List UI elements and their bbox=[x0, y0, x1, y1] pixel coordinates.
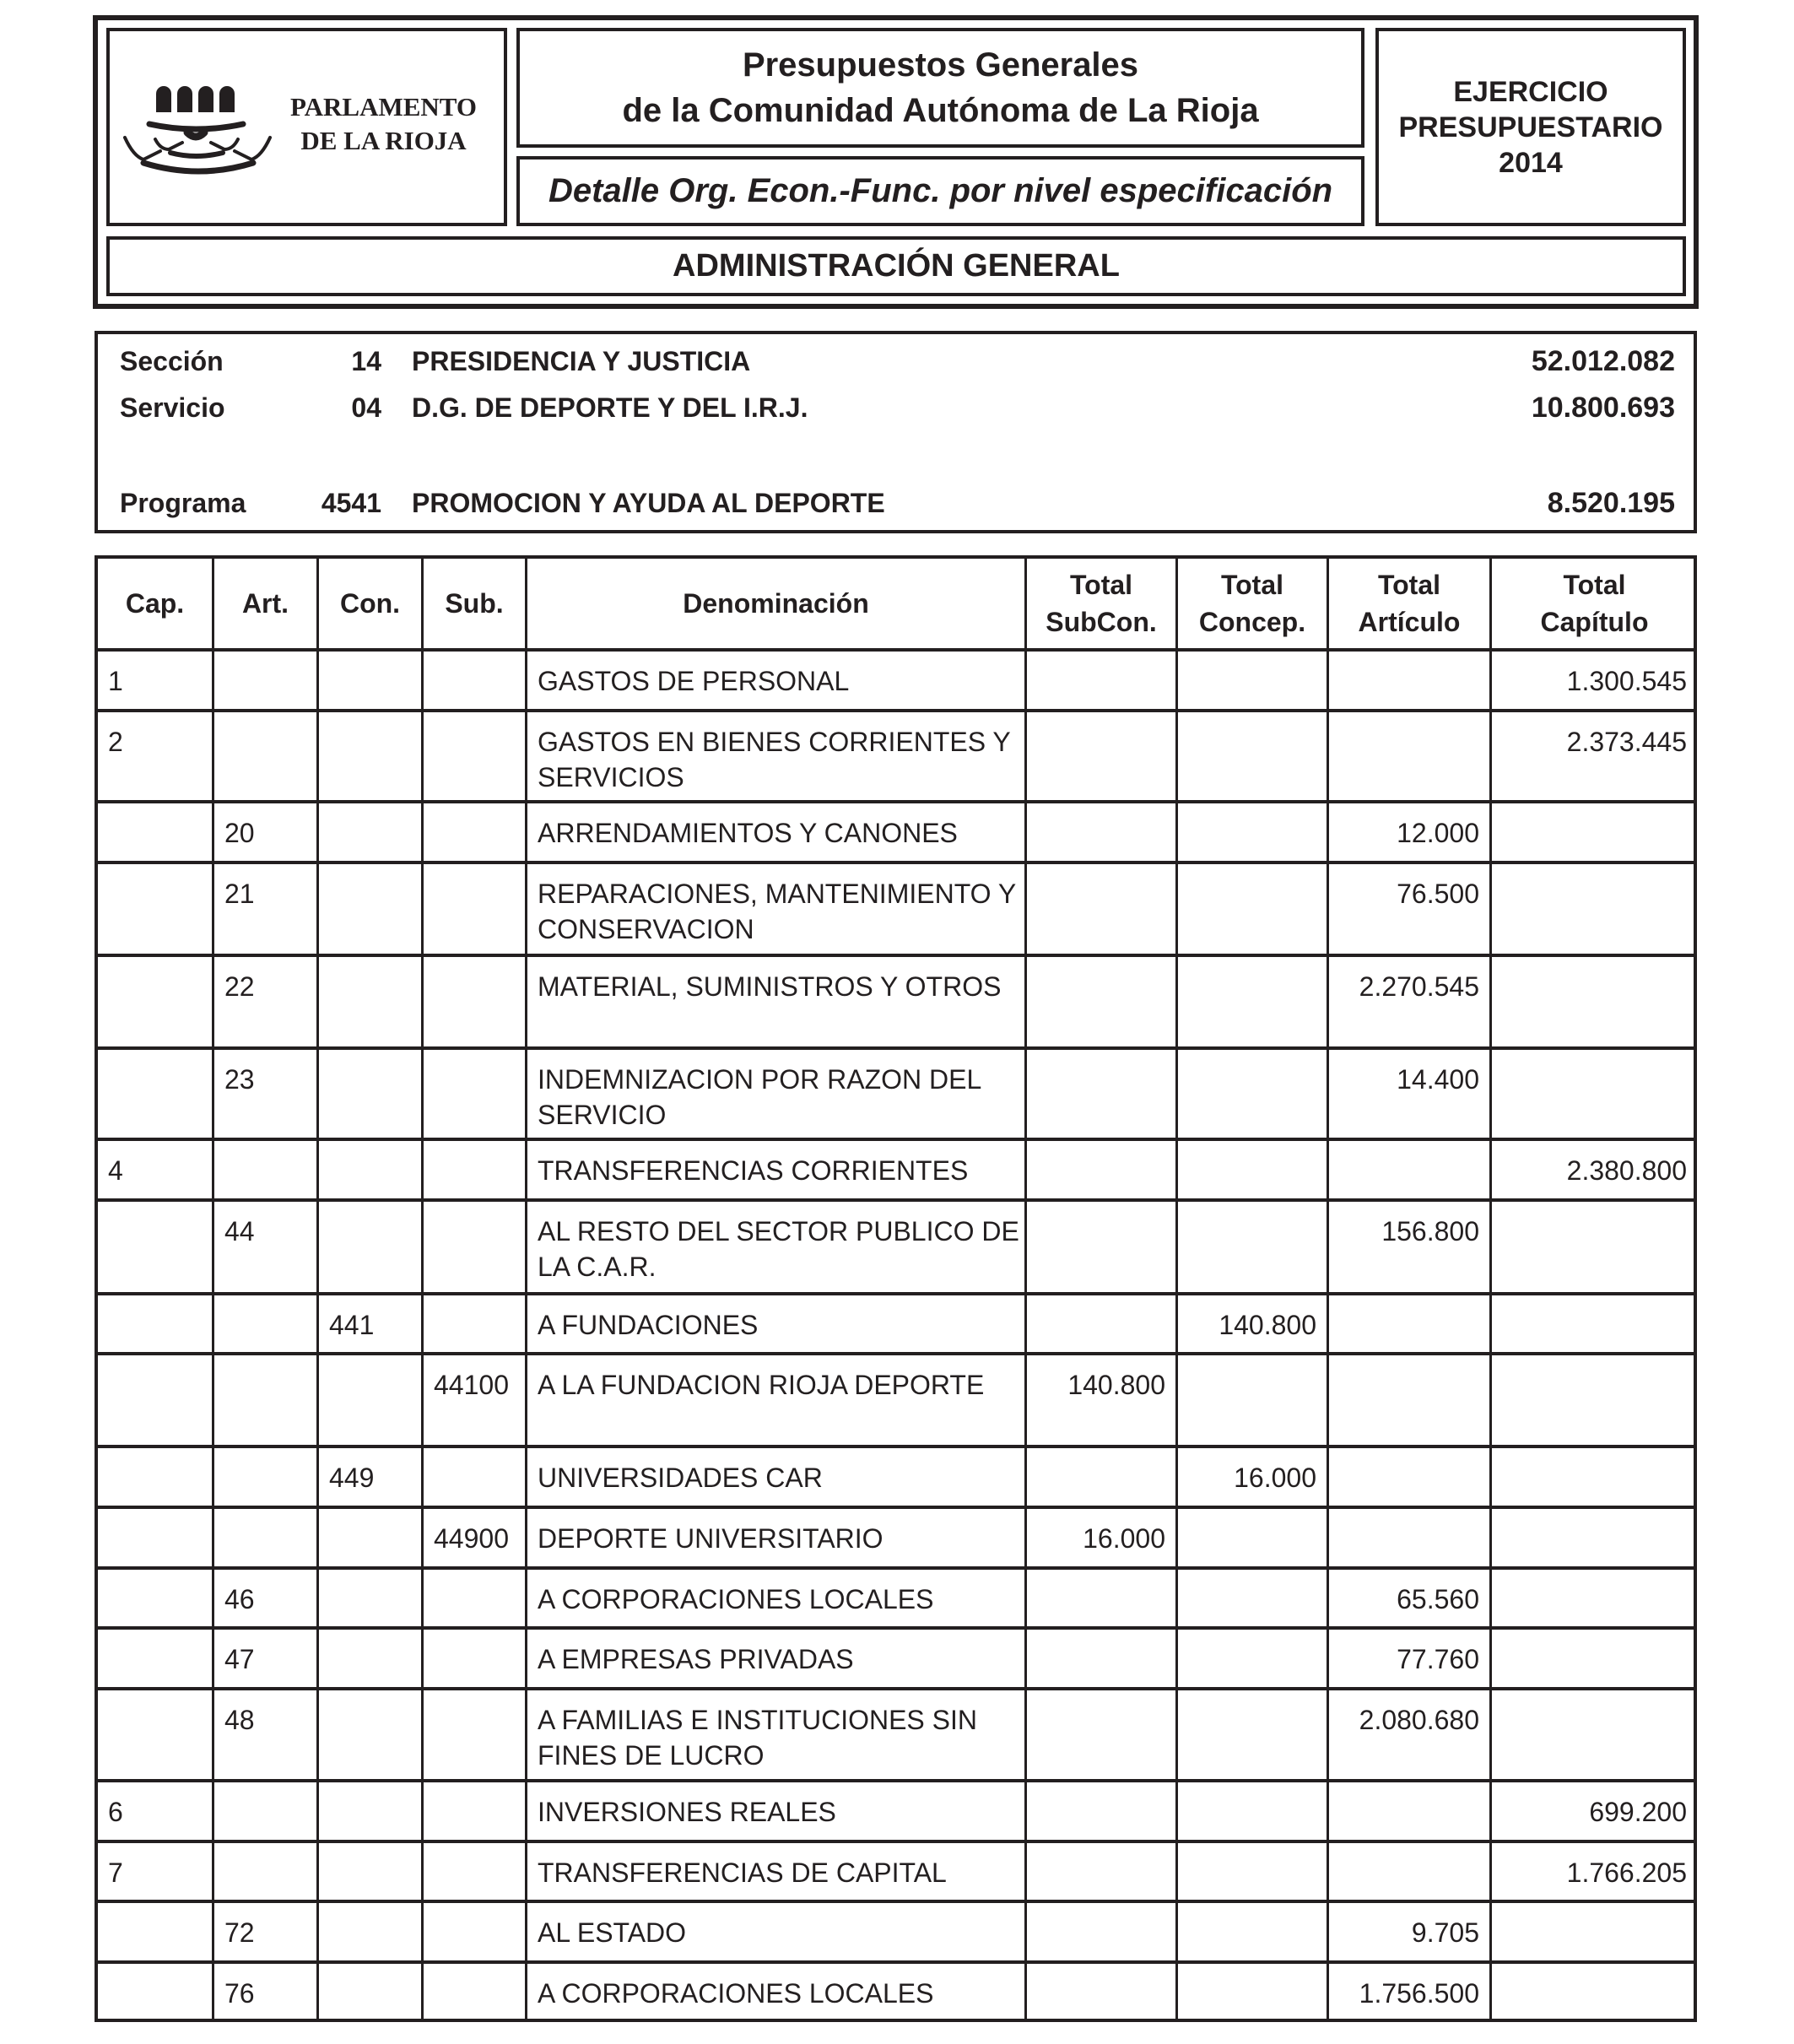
cell-concep bbox=[1178, 1964, 1329, 2022]
budget-table bbox=[95, 555, 1697, 2022]
cell-den: REPARACIONES, MANTENIMIENTO Y CONSERVACION bbox=[527, 864, 1027, 954]
cell-sub bbox=[424, 864, 527, 954]
table-row bbox=[98, 1964, 1694, 2022]
cell-art bbox=[214, 1355, 319, 1445]
cell-sub bbox=[424, 1570, 527, 1626]
cell-capitulo bbox=[1492, 1355, 1697, 1445]
programa-amount: 8.520.195 bbox=[1547, 487, 1675, 519]
cell-art: 76 bbox=[214, 1964, 319, 2022]
cell-cap: 6 bbox=[98, 1782, 214, 1840]
table-row bbox=[98, 1843, 1694, 1903]
cell-con bbox=[319, 652, 424, 709]
cell-sub bbox=[424, 1050, 527, 1138]
cell-subcon bbox=[1027, 1964, 1178, 2022]
cell-articulo bbox=[1329, 1782, 1492, 1840]
cell-cap bbox=[98, 1448, 214, 1506]
cell-concep bbox=[1178, 1843, 1329, 1900]
cell-concep bbox=[1178, 957, 1329, 1046]
cell-subcon bbox=[1027, 1630, 1178, 1687]
logo-line-2: DE LA RIOJA bbox=[300, 126, 467, 155]
cell-concep bbox=[1178, 1509, 1329, 1566]
programa-label: Programa bbox=[120, 488, 246, 518]
table-row bbox=[98, 1355, 1694, 1448]
cell-concep bbox=[1178, 1202, 1329, 1292]
cell-capitulo: 2.380.800 bbox=[1566, 1155, 1687, 1186]
cell-sub bbox=[424, 712, 527, 800]
header-total-capitulo-line-2: Capítulo bbox=[1540, 607, 1649, 637]
servicio-name: D.G. DE DEPORTE Y DEL I.R.J. bbox=[412, 392, 808, 423]
cell-con bbox=[319, 1202, 424, 1292]
cell-con bbox=[319, 1843, 424, 1900]
table-row bbox=[98, 1202, 1694, 1295]
cell-capitulo bbox=[1492, 1903, 1697, 1960]
cell-capitulo bbox=[1492, 957, 1697, 1046]
cell-con bbox=[319, 1570, 424, 1626]
cell-articulo bbox=[1329, 1509, 1492, 1566]
cell-cap bbox=[98, 803, 214, 861]
admin-title-box bbox=[106, 236, 1686, 296]
subtitle: Detalle Org. Econ.-Func. por nivel especificación bbox=[548, 172, 1333, 209]
cell-art: 47 bbox=[214, 1630, 319, 1687]
cell-sub bbox=[424, 652, 527, 709]
cell-concep bbox=[1178, 803, 1329, 861]
cell-con bbox=[319, 1355, 424, 1445]
cell-subcon bbox=[1027, 712, 1178, 800]
cell-subcon bbox=[1027, 1843, 1178, 1900]
cell-art bbox=[214, 712, 319, 800]
cell-articulo bbox=[1329, 652, 1492, 709]
cell-subcon: 140.800 bbox=[1027, 1355, 1178, 1445]
cell-articulo: 9.705 bbox=[1329, 1903, 1492, 1960]
header-sub bbox=[424, 559, 527, 648]
cell-cap bbox=[98, 1202, 214, 1292]
cell-subcon bbox=[1027, 1141, 1178, 1198]
header-total-articulo-line-2: Artículo bbox=[1358, 607, 1461, 637]
cell-concep: 16.000 bbox=[1178, 1448, 1329, 1506]
cell-sub bbox=[424, 1448, 527, 1506]
cell-art: 22 bbox=[214, 957, 319, 1046]
cell-art bbox=[214, 1509, 319, 1566]
cell-cap: 4 bbox=[98, 1141, 214, 1198]
header-con-label: Con. bbox=[339, 588, 401, 619]
seccion-row bbox=[98, 344, 1694, 378]
cell-subcon bbox=[1027, 1903, 1178, 1960]
table-row bbox=[98, 1782, 1694, 1843]
title-line-1: Presupuestos Generales bbox=[742, 46, 1139, 84]
cell-den: A LA FUNDACION RIOJA DEPORTE bbox=[527, 1355, 1027, 1445]
cell-cap bbox=[98, 864, 214, 954]
cell-den: AL ESTADO bbox=[527, 1903, 1027, 1960]
cell-den: GASTOS DE PERSONAL bbox=[527, 652, 1027, 709]
cell-sub bbox=[424, 1903, 527, 1960]
header-sub-label: Sub. bbox=[445, 588, 504, 619]
seccion-label: Sección bbox=[120, 346, 224, 376]
ejercicio-line-2: PRESUPUESTARIO bbox=[1398, 111, 1663, 143]
header-cap bbox=[98, 559, 214, 648]
cell-concep bbox=[1178, 712, 1329, 800]
table-row bbox=[98, 652, 1694, 712]
cell-subcon bbox=[1027, 1448, 1178, 1506]
title-box bbox=[516, 28, 1364, 148]
section-info bbox=[95, 331, 1697, 533]
cell-cap: 2 bbox=[98, 712, 214, 800]
cell-den: A CORPORACIONES LOCALES bbox=[527, 1570, 1027, 1626]
cell-con bbox=[319, 712, 424, 800]
header-cap-label: Cap. bbox=[125, 588, 185, 619]
cell-capitulo bbox=[1492, 864, 1697, 954]
cell-concep bbox=[1178, 1690, 1329, 1779]
cell-articulo: 156.800 bbox=[1329, 1202, 1492, 1292]
cell-concep bbox=[1178, 1903, 1329, 1960]
header-con bbox=[319, 559, 424, 648]
cell-cap bbox=[98, 1509, 214, 1566]
header-total-subcon-line-1: Total bbox=[1069, 570, 1133, 600]
cell-den: INVERSIONES REALES bbox=[527, 1782, 1027, 1840]
cell-capitulo bbox=[1492, 1964, 1697, 2022]
cell-subcon bbox=[1027, 1570, 1178, 1626]
cell-con bbox=[319, 1964, 424, 2022]
cell-con bbox=[319, 864, 424, 954]
cell-concep bbox=[1178, 1782, 1329, 1840]
cell-den: UNIVERSIDADES CAR bbox=[527, 1448, 1027, 1506]
cell-capitulo bbox=[1492, 1050, 1697, 1138]
cell-capitulo: 1.766.205 bbox=[1566, 1857, 1687, 1888]
header-total-concep-line-2: Concep. bbox=[1198, 607, 1306, 637]
cell-den: INDEMNIZACION POR RAZON DEL SERVICIO bbox=[527, 1050, 1027, 1138]
cell-con bbox=[319, 1630, 424, 1687]
header-denominacion-label: Denominación bbox=[683, 588, 869, 619]
cell-articulo bbox=[1329, 1843, 1492, 1900]
cell-articulo: 2.270.545 bbox=[1329, 957, 1492, 1046]
cell-concep bbox=[1178, 652, 1329, 709]
cell-concep bbox=[1178, 1355, 1329, 1445]
cell-articulo: 12.000 bbox=[1329, 803, 1492, 861]
cell-sub bbox=[424, 803, 527, 861]
table-row bbox=[98, 1509, 1694, 1570]
cell-cap bbox=[98, 1355, 214, 1445]
logo-text bbox=[290, 90, 477, 158]
header-total-articulo bbox=[1329, 559, 1492, 648]
cell-subcon bbox=[1027, 1202, 1178, 1292]
cell-concep bbox=[1178, 1630, 1329, 1687]
cell-capitulo: 699.200 bbox=[1589, 1797, 1687, 1827]
table-row bbox=[98, 957, 1694, 1050]
table-row bbox=[98, 1903, 1694, 1964]
cell-subcon bbox=[1027, 652, 1178, 709]
cell-articulo bbox=[1329, 712, 1492, 800]
cell-art bbox=[214, 1141, 319, 1198]
ejercicio-year: 2014 bbox=[1499, 146, 1563, 179]
cell-con bbox=[319, 1903, 424, 1960]
cell-den: ARRENDAMIENTOS Y CANONES bbox=[527, 803, 1027, 861]
cell-den: MATERIAL, SUMINISTROS Y OTROS bbox=[527, 957, 1027, 1046]
cell-art: 44 bbox=[214, 1202, 319, 1292]
cell-art bbox=[214, 1843, 319, 1900]
servicio-code: 04 bbox=[351, 392, 381, 423]
cell-con bbox=[319, 1782, 424, 1840]
cell-capitulo bbox=[1492, 1570, 1697, 1626]
cell-sub bbox=[424, 1630, 527, 1687]
cell-cap: 1 bbox=[98, 652, 214, 709]
header-total-subcon bbox=[1027, 559, 1178, 648]
subtitle-box bbox=[516, 156, 1364, 226]
header-art-label: Art. bbox=[241, 588, 289, 619]
cell-den: A EMPRESAS PRIVADAS bbox=[527, 1630, 1027, 1687]
cell-sub bbox=[424, 957, 527, 1046]
cell-cap bbox=[98, 1570, 214, 1626]
cell-capitulo: 1.300.545 bbox=[1566, 666, 1687, 696]
cell-subcon bbox=[1027, 1690, 1178, 1779]
cell-cap bbox=[98, 957, 214, 1046]
cell-capitulo bbox=[1492, 1509, 1697, 1566]
ejercicio-line-1: EJERCICIO bbox=[1453, 75, 1608, 108]
cell-articulo: 1.756.500 bbox=[1329, 1964, 1492, 2022]
cell-sub bbox=[424, 1295, 527, 1352]
cell-cap bbox=[98, 1050, 214, 1138]
cell-articulo: 14.400 bbox=[1329, 1050, 1492, 1138]
header-total-capitulo-line-1: Total bbox=[1563, 570, 1626, 600]
cell-concep: 140.800 bbox=[1178, 1295, 1329, 1352]
table-row bbox=[98, 1295, 1694, 1355]
cell-art: 20 bbox=[214, 803, 319, 861]
cell-capitulo bbox=[1492, 1295, 1697, 1352]
cell-subcon bbox=[1027, 1050, 1178, 1138]
seccion-code: 14 bbox=[351, 346, 381, 376]
cell-articulo bbox=[1329, 1295, 1492, 1352]
cell-art: 46 bbox=[214, 1570, 319, 1626]
cell-den: A FAMILIAS E INSTITUCIONES SIN FINES DE LUCRO bbox=[527, 1690, 1027, 1779]
header-art bbox=[214, 559, 319, 648]
cell-den: A FUNDACIONES bbox=[527, 1295, 1027, 1352]
cell-articulo: 65.560 bbox=[1329, 1570, 1492, 1626]
cell-subcon: 16.000 bbox=[1027, 1509, 1178, 1566]
cell-sub bbox=[424, 1141, 527, 1198]
programa-name: PROMOCION Y AYUDA AL DEPORTE bbox=[412, 488, 885, 518]
cell-den: A CORPORACIONES LOCALES bbox=[527, 1964, 1027, 2022]
cell-art: 48 bbox=[214, 1690, 319, 1779]
table-header-row bbox=[98, 559, 1694, 652]
cell-concep bbox=[1178, 864, 1329, 954]
ejercicio-box bbox=[1375, 28, 1686, 226]
cell-articulo bbox=[1329, 1355, 1492, 1445]
programa-row bbox=[98, 486, 1694, 520]
cell-sub bbox=[424, 1202, 527, 1292]
cell-sub bbox=[424, 1690, 527, 1779]
cell-capitulo bbox=[1492, 1448, 1697, 1506]
cell-con bbox=[319, 1690, 424, 1779]
admin-title: ADMINISTRACIÓN GENERAL bbox=[673, 248, 1120, 284]
cell-con bbox=[319, 957, 424, 1046]
cell-subcon bbox=[1027, 864, 1178, 954]
header-total-articulo-line-1: Total bbox=[1377, 570, 1441, 600]
cell-subcon bbox=[1027, 1295, 1178, 1352]
cell-cap bbox=[98, 1295, 214, 1352]
cell-art: 21 bbox=[214, 864, 319, 954]
cell-con bbox=[319, 1050, 424, 1138]
cell-articulo: 76.500 bbox=[1329, 864, 1492, 954]
cell-den: DEPORTE UNIVERSITARIO bbox=[527, 1509, 1027, 1566]
table-row bbox=[98, 1630, 1694, 1690]
table-row bbox=[98, 1141, 1694, 1202]
title-line-2: de la Comunidad Autónoma de La Rioja bbox=[622, 92, 1259, 129]
cell-sub: 44100 bbox=[424, 1355, 527, 1445]
cell-cap: 7 bbox=[98, 1843, 214, 1900]
cell-den: AL RESTO DEL SECTOR PUBLICO DE LA C.A.R. bbox=[527, 1202, 1027, 1292]
cell-articulo bbox=[1329, 1141, 1492, 1198]
cell-cap bbox=[98, 1903, 214, 1960]
cell-cap bbox=[98, 1630, 214, 1687]
cell-concep bbox=[1178, 1141, 1329, 1198]
table-row bbox=[98, 1448, 1694, 1509]
cell-con: 441 bbox=[319, 1295, 424, 1352]
header-denominacion bbox=[527, 559, 1027, 648]
cell-art bbox=[214, 652, 319, 709]
header-total-concep-line-1: Total bbox=[1220, 570, 1284, 600]
header-total-subcon-line-2: SubCon. bbox=[1046, 607, 1157, 637]
cell-capitulo bbox=[1492, 1690, 1697, 1779]
table-row bbox=[98, 864, 1694, 957]
cell-articulo bbox=[1329, 1448, 1492, 1506]
seccion-amount: 52.012.082 bbox=[1531, 345, 1675, 377]
table-row bbox=[98, 1690, 1694, 1782]
cell-sub bbox=[424, 1843, 527, 1900]
cell-art: 23 bbox=[214, 1050, 319, 1138]
cell-art bbox=[214, 1448, 319, 1506]
cell-den: GASTOS EN BIENES CORRIENTES Y SERVICIOS bbox=[527, 712, 1027, 800]
cell-articulo: 2.080.680 bbox=[1329, 1690, 1492, 1779]
header-total-concep bbox=[1178, 559, 1329, 648]
servicio-label: Servicio bbox=[120, 392, 225, 423]
table-row bbox=[98, 803, 1694, 864]
programa-code: 4541 bbox=[321, 488, 381, 518]
cell-art: 72 bbox=[214, 1903, 319, 1960]
seccion-name: PRESIDENCIA Y JUSTICIA bbox=[412, 346, 751, 376]
header-total-capitulo bbox=[1492, 559, 1697, 648]
parlamento-logo-icon bbox=[118, 68, 278, 178]
table-row bbox=[98, 1050, 1694, 1141]
cell-articulo: 77.760 bbox=[1329, 1630, 1492, 1687]
cell-concep bbox=[1178, 1050, 1329, 1138]
servicio-row bbox=[98, 391, 1694, 424]
cell-capitulo: 2.373.445 bbox=[1566, 727, 1687, 757]
cell-cap bbox=[98, 1964, 214, 2022]
cell-cap bbox=[98, 1690, 214, 1779]
servicio-amount: 10.800.693 bbox=[1531, 392, 1675, 424]
cell-subcon bbox=[1027, 957, 1178, 1046]
cell-sub bbox=[424, 1964, 527, 2022]
cell-capitulo bbox=[1492, 1202, 1697, 1292]
cell-con bbox=[319, 1509, 424, 1566]
table-row bbox=[98, 712, 1694, 803]
logo-box bbox=[106, 28, 507, 226]
cell-art bbox=[214, 1295, 319, 1352]
cell-sub: 44900 bbox=[424, 1509, 527, 1566]
cell-den: TRANSFERENCIAS CORRIENTES bbox=[527, 1141, 1027, 1198]
cell-capitulo bbox=[1492, 1630, 1697, 1687]
cell-con bbox=[319, 803, 424, 861]
cell-den: TRANSFERENCIAS DE CAPITAL bbox=[527, 1843, 1027, 1900]
cell-sub bbox=[424, 1782, 527, 1840]
cell-subcon bbox=[1027, 1782, 1178, 1840]
table-row bbox=[98, 1570, 1694, 1630]
cell-concep bbox=[1178, 1570, 1329, 1626]
cell-art bbox=[214, 1782, 319, 1840]
cell-con bbox=[319, 1141, 424, 1198]
logo-line-1: PARLAMENTO bbox=[290, 92, 478, 122]
cell-subcon bbox=[1027, 803, 1178, 861]
cell-con: 449 bbox=[319, 1448, 424, 1506]
cell-capitulo bbox=[1492, 803, 1697, 861]
